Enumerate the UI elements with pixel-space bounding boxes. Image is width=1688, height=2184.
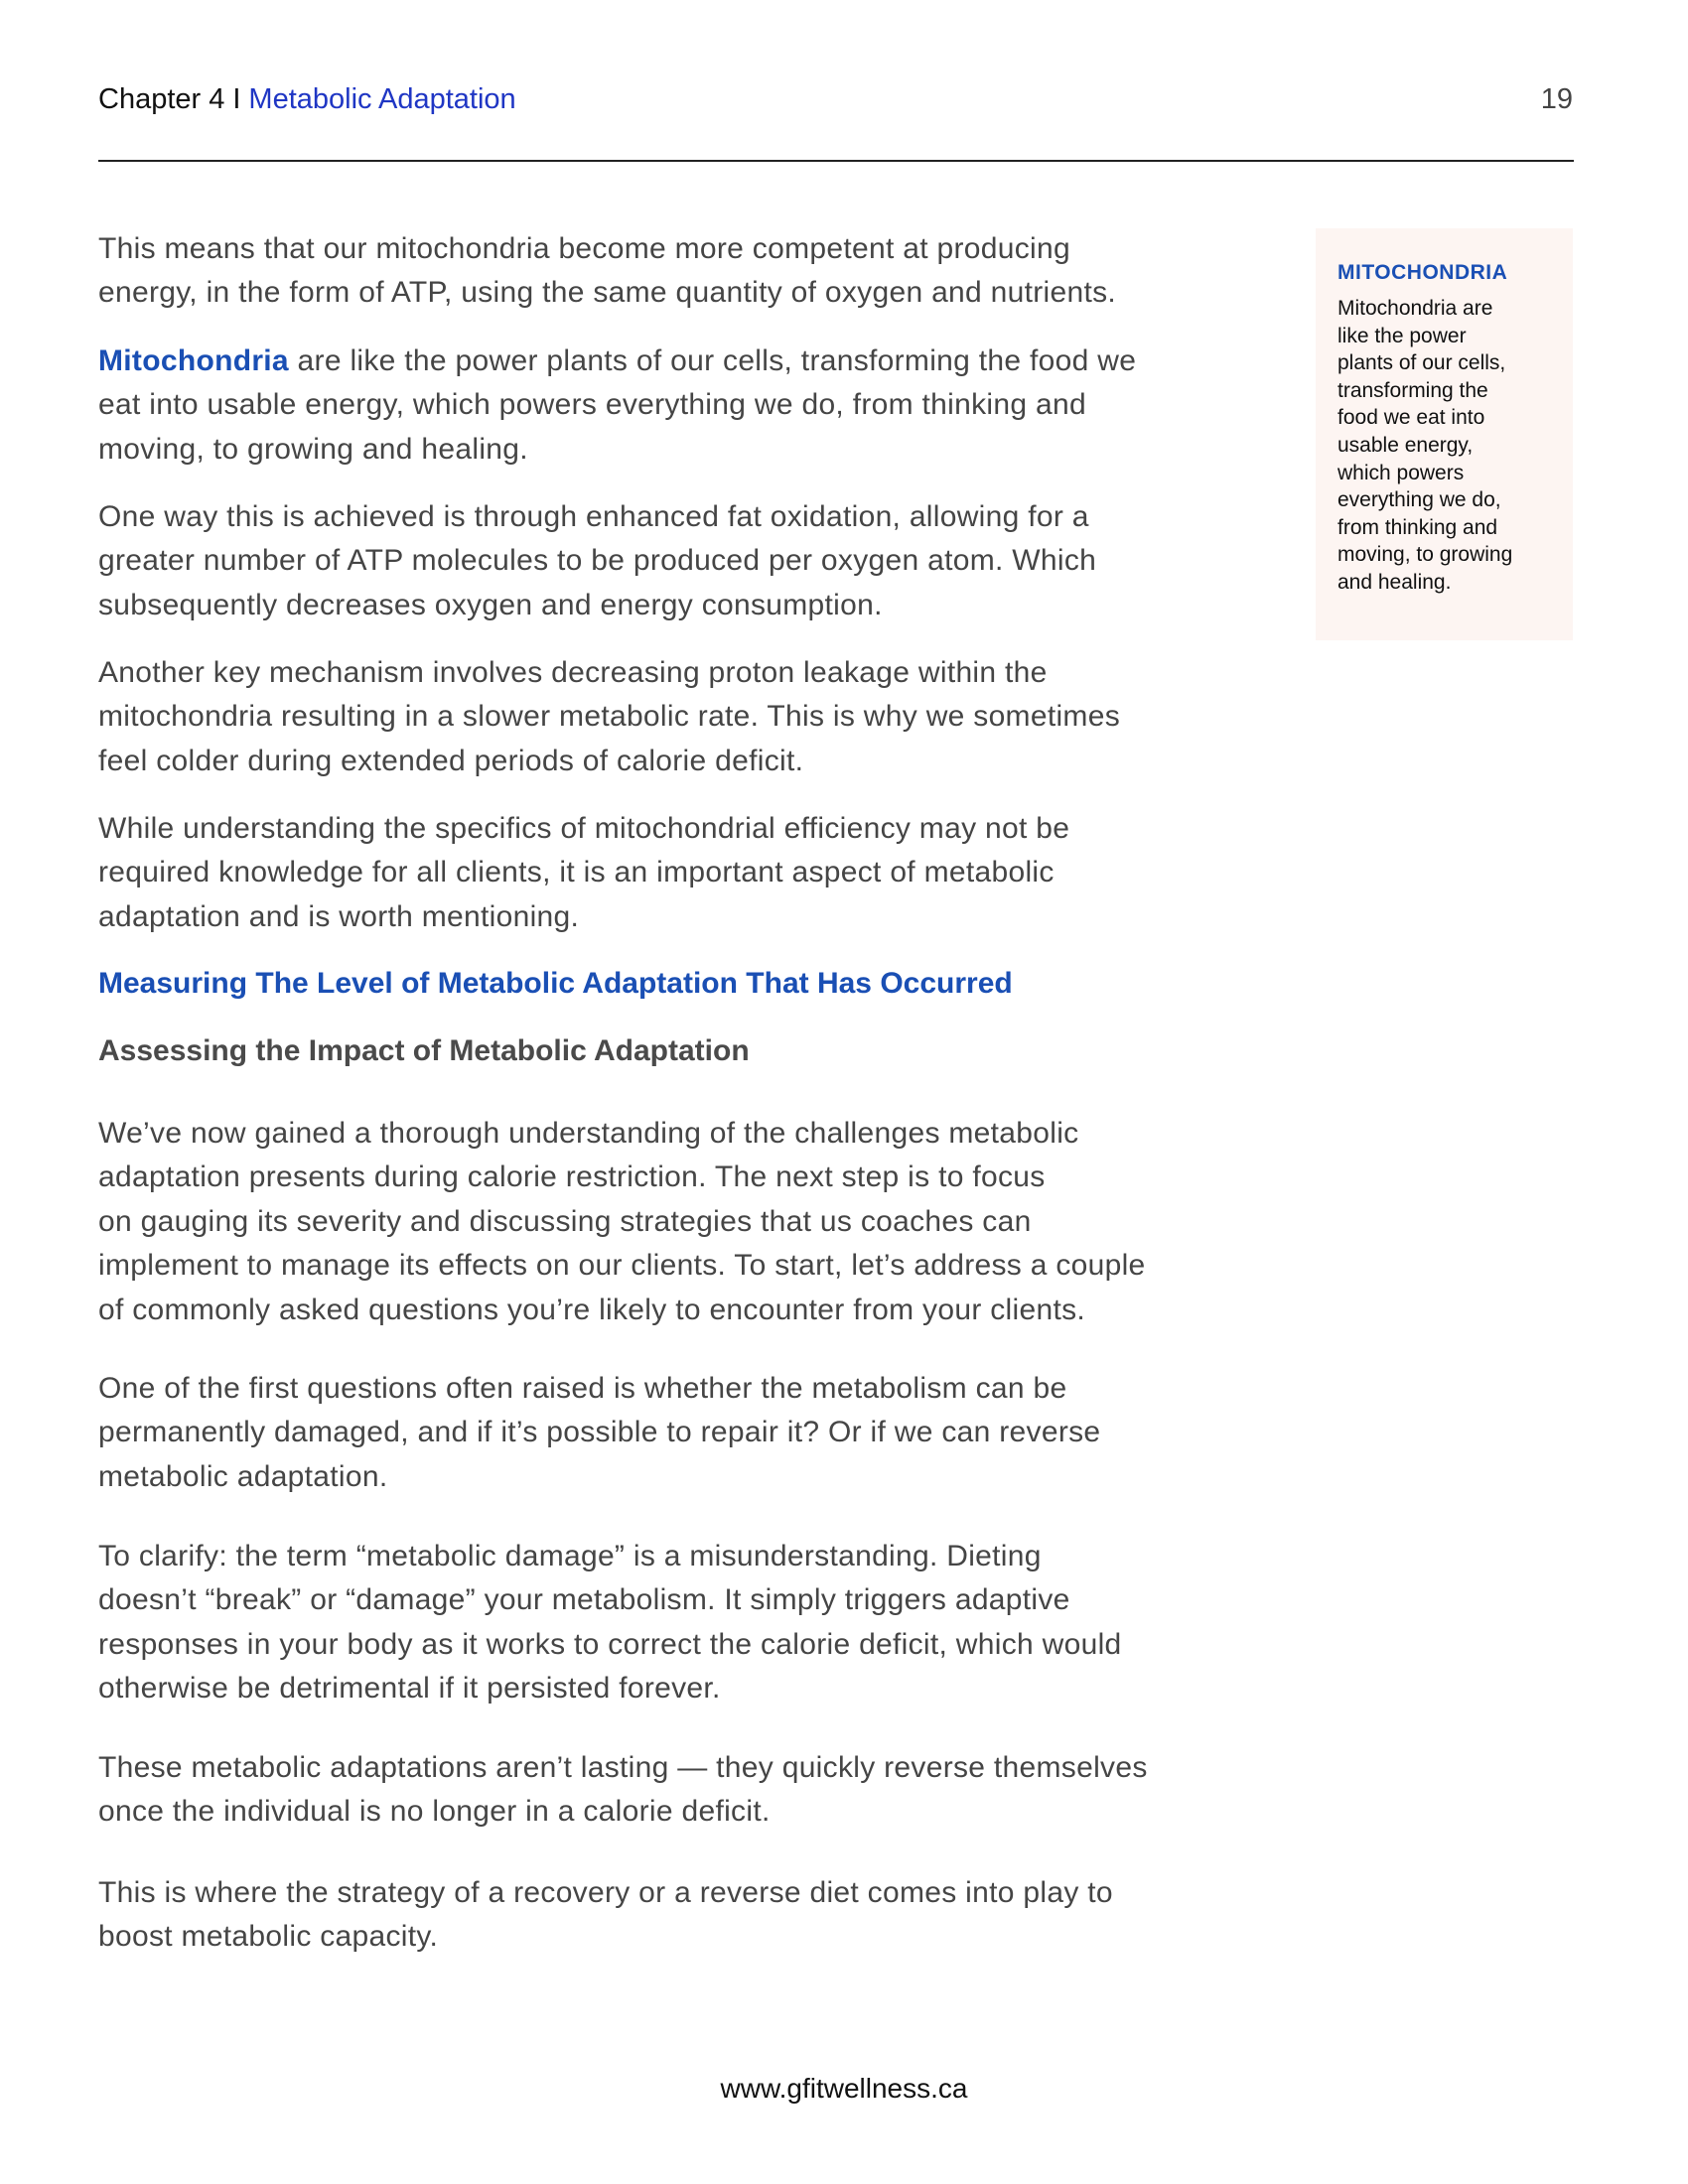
text-line: metabolic adaptation. (98, 1459, 388, 1493)
text-line: This means that our mitochondria become more competent at producing (98, 232, 1070, 265)
section-heading: Measuring The Level of Metabolic Adaptation That Has Occurred (98, 967, 1013, 1000)
sidebar-title: MITOCHONDRIA (1337, 261, 1508, 284)
text-line: moving, to growing and healing. (98, 432, 528, 466)
paragraph-8 (98, 1535, 1330, 1711)
sidebar-text-line: Mitochondria are (1337, 297, 1493, 320)
text-line: Another key mechanism involves decreasing proton leakage within the (98, 656, 1048, 689)
sidebar-text-line: everything we do, (1337, 488, 1501, 512)
text-line: once the individual is no longer in a calorie deficit. (98, 1795, 771, 1829)
paragraph-5 (98, 807, 1330, 939)
text-line: on gauging its severity and discussing strategies that us coaches can (98, 1204, 1032, 1238)
text-line: doesn’t “break” or “damage” your metabolism. It simply triggers adaptive (98, 1583, 1070, 1617)
sidebar-text-line: which powers (1337, 461, 1465, 484)
header-separator: I (232, 83, 241, 115)
sidebar-text-line: from thinking and (1337, 515, 1498, 539)
sidebar-text-line: transforming the (1337, 378, 1488, 402)
section-title: Metabolic Adaptation (248, 83, 516, 115)
text-line: required knowledge for all clients, it is an important aspect of metabolic (98, 856, 1055, 889)
text-line: of commonly asked questions you’re likely to encounter from your clients. (98, 1293, 1086, 1326)
paragraph-3 (98, 495, 1330, 627)
sidebar-text (1337, 295, 1551, 597)
text-line: These metabolic adaptations aren’t lasting — they quickly reverse themselves (98, 1751, 1148, 1784)
text-span: are like the power plants of our cells, transforming the food we (288, 344, 1137, 377)
paragraph-10 (98, 1871, 1330, 1960)
paragraph-9 (98, 1746, 1330, 1835)
text-line: eat into usable energy, which powers everything we do, from thinking and (98, 388, 1086, 422)
text-line: adaptation and is worth mentioning. (98, 899, 580, 933)
running-header (98, 83, 516, 116)
text-line: greater number of ATP molecules to be produced per oxygen atom. Which (98, 544, 1097, 578)
sidebar-definition-box (1316, 228, 1573, 640)
header-divider (98, 160, 1574, 162)
sidebar-text-line: moving, to growing (1337, 543, 1513, 567)
text-line: adaptation presents during calorie restriction. The next step is to focus (98, 1160, 1046, 1194)
sidebar-text-line: usable energy, (1337, 433, 1474, 457)
text-line: mitochondria resulting in a slower metabolic rate. This is why we sometimes (98, 700, 1121, 734)
paragraph-1 (98, 227, 1330, 316)
footer-url: www.gfitwellness.ca (720, 2073, 968, 2104)
text-line: permanently damaged, and if it’s possible to repair it? Or if we can reverse (98, 1416, 1101, 1449)
text-line: This is where the strategy of a recovery or a reverse diet comes into play to (98, 1876, 1113, 1909)
text-line: One of the first questions often raised is whether the metabolism can be (98, 1372, 1067, 1405)
text-line: energy, in the form of ATP, using the same quantity of oxygen and nutrients. (98, 276, 1117, 310)
text-line: feel colder during extended periods of calorie deficit. (98, 744, 804, 777)
page-number: 19 (1540, 83, 1573, 115)
sidebar-text-line: food we eat into (1337, 406, 1485, 430)
text-line: boost metabolic capacity. (98, 1920, 439, 1954)
text-line: While understanding the specifics of mitochondrial efficiency may not be (98, 812, 1070, 845)
text-line: One way this is achieved is through enhanced fat oxidation, allowing for a (98, 500, 1089, 533)
keyword-link: Mitochondria (98, 344, 289, 377)
text-line: We’ve now gained a thorough understanding of the challenges metabolic (98, 1117, 1079, 1150)
paragraph-2 (98, 340, 1330, 472)
text-line (98, 340, 1330, 383)
text-line: subsequently decreases oxygen and energy consumption. (98, 588, 883, 621)
subheading: Assessing the Impact of Metabolic Adaptation (98, 1034, 750, 1067)
text-line: To clarify: the term “metabolic damage” is a misunderstanding. Dieting (98, 1540, 1042, 1572)
sidebar-text-line: plants of our cells, (1337, 351, 1506, 375)
sidebar-text-line: and healing. (1337, 570, 1452, 594)
paragraph-6 (98, 1112, 1330, 1332)
text-line: responses in your body as it works to correct the calorie deficit, which would (98, 1627, 1122, 1661)
text-line: otherwise be detrimental if it persisted forever. (98, 1672, 721, 1706)
sidebar-text-line: like the power (1337, 324, 1467, 347)
text-line: implement to manage its effects on our clients. To start, let’s address a couple (98, 1249, 1146, 1283)
paragraph-7 (98, 1367, 1330, 1499)
chapter-label: Chapter 4 (98, 83, 225, 115)
paragraph-4 (98, 651, 1330, 783)
